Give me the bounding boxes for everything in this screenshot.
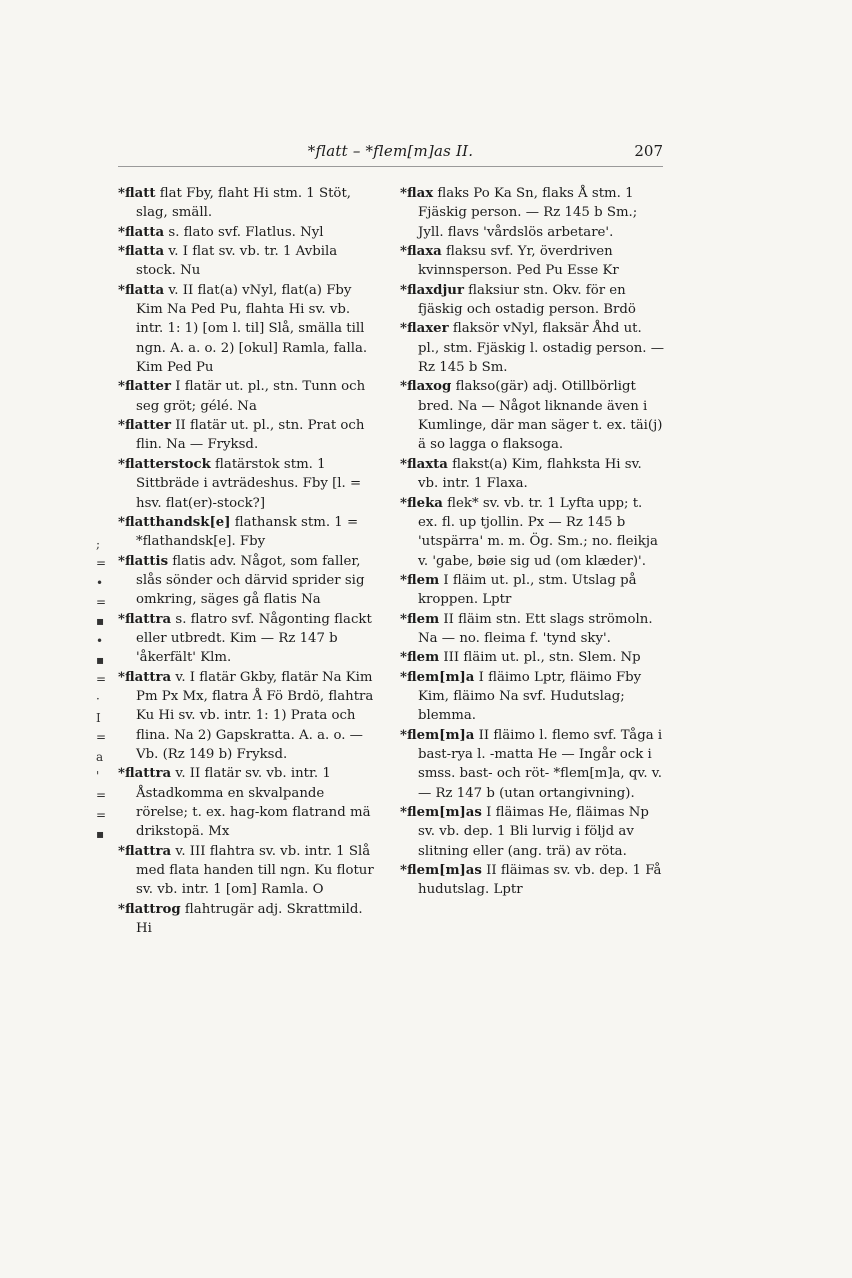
margin-mark: = (96, 595, 107, 610)
margin-mark: = (96, 730, 107, 745)
margin-mark: • (96, 575, 104, 590)
entry-text: flek* sv. vb. tr. 1 Lyfta upp; t. ex. fl. up tjollin. Px — Rz 145 b 'utspärra' m. m. Ög. Sm.; no. fleikja v. 'gabe, bøie sig ud (om klæder)'. (418, 495, 658, 569)
entry-text: v. II flat(a) vNyl, flat(a) Fby Kim Na Ped Pu, flahta Hi sv. vb. intr. 1: 1) [om l. til] Slå, smälla till ngn. A. a. o. 2) [okul] Ramla, falla. Kim Ped Pu (136, 282, 368, 376)
entry-headword: *flem (400, 650, 440, 666)
entry-text: II fläim stn. Ett slags strömoln. Na — no. fleima f. 'tynd sky'. (418, 611, 653, 646)
dictionary-entry (400, 668, 664, 726)
entry-text: flathansk stm. 1 = *flathandsk[e]. Fby (136, 514, 359, 550)
entry-text: v. I flatär Gkby, flatär Na Kim Pm Px Mx, flatra Å Fö Brdö, flahtra Ku Hi sv. vb. intr. 1: 1) Prata och flina. Na 2) Gapskratta. A. a. o. — Vb. (Rz 149 b) Fryksd. (136, 669, 374, 762)
entry-headword: *flattra (118, 669, 172, 685)
right-column (400, 184, 664, 900)
entry-text: s. flato svf. Flatlus. Nyl (164, 224, 324, 240)
dictionary-entry (400, 455, 664, 494)
entry-text: flaksu svf. Yr, överdriven kvinnsperson. Ped Pu Esse Kr (418, 244, 619, 279)
dictionary-entry (118, 764, 378, 841)
dictionary-entry (118, 281, 378, 378)
dictionary-entry (400, 242, 664, 281)
margin-mark: ; (96, 537, 101, 551)
entry-headword: *flatt (118, 186, 156, 201)
entry-headword: *flem (400, 611, 440, 627)
entry-headword: *flem[m]a (400, 669, 475, 685)
entry-headword: *flattra (118, 843, 172, 859)
entry-headword: *flaxer (400, 321, 449, 337)
dictionary-entry (118, 513, 378, 552)
entry-text: v. II flatär sv. vb. intr. 1 Åstadkomma en skvalpande rörelse; t. ex. hag-kom flatrand mä drikstopä. Mx (136, 766, 371, 840)
entry-headword: *flatter (118, 379, 171, 395)
entry-text: III fläim ut. pl., stn. Slem. Np (439, 650, 641, 666)
entry-text: flat Fby, flaht Hi stm. 1 Stöt, slag, smäll. (136, 186, 352, 221)
dictionary-entry (400, 494, 664, 571)
dictionary-entry (118, 552, 378, 610)
margin-mark: a (96, 749, 104, 764)
margin-mark: ' (96, 769, 100, 784)
entry-headword: *flaxa (400, 244, 442, 260)
entry-headword: *flattrog (118, 901, 181, 917)
page-number: 207 (634, 142, 663, 160)
margin-mark: · (96, 691, 100, 706)
dictionary-entry (118, 610, 378, 668)
entry-headword: *fleka (400, 495, 443, 511)
dictionary-entry (400, 377, 664, 454)
margin-mark: I (96, 711, 101, 726)
entry-headword: *flatta (118, 244, 165, 260)
entry-text: flaks Po Ka Sn, flaks Å stm. 1 Fjäskig person. — Rz 145 b Sm.; Jyll. flavs 'vårdslös arbetare'. (418, 186, 638, 240)
entry-headword: *flattis (118, 553, 169, 569)
margin-mark: = (96, 556, 107, 571)
entry-headword: *flax (400, 186, 434, 201)
page-header (118, 140, 663, 167)
entry-text: I fläim ut. pl., stm. Utslag på kroppen. Lptr (418, 572, 637, 608)
entry-text: II fläimas sv. vb. dep. 1 Få hudutslag. Lptr (418, 863, 662, 898)
entry-headword: *flem[m]as (400, 805, 482, 820)
left-column (118, 184, 378, 938)
entry-text: I fläimo Lptr, fläimo Fby Kim, fläimo Na svf. Hudutslag; blemma. (418, 669, 642, 724)
entry-headword: *flaxta (400, 456, 448, 472)
entry-text: flakso(gär) adj. Otillbörligt bred. Na — Något liknande även i Kumlinge, där man säger t. ex. täi(j) ä so lagga o flaksoga. (418, 379, 663, 453)
running-title: *flatt – *flem[m]as II. (307, 142, 474, 160)
dictionary-entry (118, 242, 378, 281)
dictionary-entry (118, 900, 378, 939)
entry-text: II flatär ut. pl., stn. Prat och flin. Na — Fryksd. (136, 418, 365, 453)
margin-mark: ▪ (96, 614, 105, 629)
margin-mark: = (96, 807, 107, 822)
dictionary-entry (118, 668, 378, 765)
entry-headword: *flem[m]a (400, 727, 475, 743)
margin-mark: = (96, 788, 107, 803)
entry-headword: *flaxdjur (400, 282, 464, 298)
dictionary-entry (118, 184, 378, 223)
dictionary-entry (118, 842, 378, 900)
dictionary-entry (400, 184, 664, 242)
entry-text: v. I flat sv. vb. tr. 1 Avbila stock. Nu (136, 244, 338, 279)
entry-headword: *flatta (118, 224, 165, 240)
dictionary-entry (118, 223, 378, 242)
entry-headword: *flaxog (400, 379, 452, 395)
entry-headword: *flatta (118, 282, 165, 298)
dictionary-entry (400, 281, 664, 320)
margin-mark: ▪ (96, 827, 105, 842)
entry-headword: *flatterstock (118, 456, 211, 472)
entry-text: s. flatro svf. Någonting flackt eller utbredt. Kim — Rz 147 b 'åkerfält' Klm. (136, 611, 372, 666)
dictionary-entry (118, 416, 378, 455)
dictionary-entry (400, 861, 664, 900)
entry-text: flatis adv. Något, som faller, slås sönder och därvid sprider sig omkring, säges gå flatis Na (136, 553, 365, 608)
entry-headword: *flem[m]as (400, 863, 482, 879)
entry-text: I fläimas He, fläimas Np sv. vb. dep. 1 Bli lurvig i följd av slitning eller (ang. trä) av röta. (418, 805, 649, 859)
entry-headword: *flatter (118, 418, 171, 434)
entry-text: I flatär ut. pl., stn. Tunn och seg gröt; gélé. Na (136, 379, 366, 414)
entry-headword: *flatthandsk[e] (118, 514, 231, 530)
dictionary-entry (400, 726, 664, 803)
entry-text: v. III flahtra sv. vb. intr. 1 Slå med flata handen till ngn. Ku flotur sv. vb. intr. 1 [om] Ramla. O (136, 843, 374, 898)
margin-mark: ▪ (96, 653, 105, 668)
entry-text: II fläimo l. flemo svf. Tåga i bast-rya l. -matta He — Ingår ock i smss. bast- och röt- *flem[m]a, qv. v. — Rz 147 b (utan ortangivning). (418, 727, 663, 801)
dictionary-entry (400, 319, 664, 377)
dictionary-entry (118, 455, 378, 513)
dictionary-entry (400, 648, 664, 667)
margin-marks (96, 535, 110, 845)
dictionary-entry (400, 803, 664, 861)
margin-mark: • (96, 633, 104, 648)
entry-text: flahtrugär adj. Skrattmild. Hi (136, 901, 363, 937)
entry-headword: *flattra (118, 766, 172, 782)
margin-mark: = (96, 672, 107, 687)
entry-text: flaksör vNyl, flaksär Åhd ut. pl., stm. Fjäskig l. ostadig person. — Rz 145 b Sm. (418, 321, 665, 376)
entry-headword: *flattra (118, 611, 172, 627)
entry-text: flatärstok stm. 1 Sittbräde i avträdeshus. Fby [l. = hsv. flat(er)-stock?] (136, 456, 362, 511)
entry-headword: *flem (400, 572, 440, 588)
entry-text: flaksiur stn. Okv. för en fjäskig och ostadig person. Brdö (418, 282, 636, 318)
dictionary-entry (118, 377, 378, 416)
dictionary-entry (400, 610, 664, 649)
entry-text: flakst(a) Kim, flahksta Hi sv. vb. intr. 1 Flaxa. (418, 456, 642, 492)
dictionary-entry (400, 571, 664, 610)
